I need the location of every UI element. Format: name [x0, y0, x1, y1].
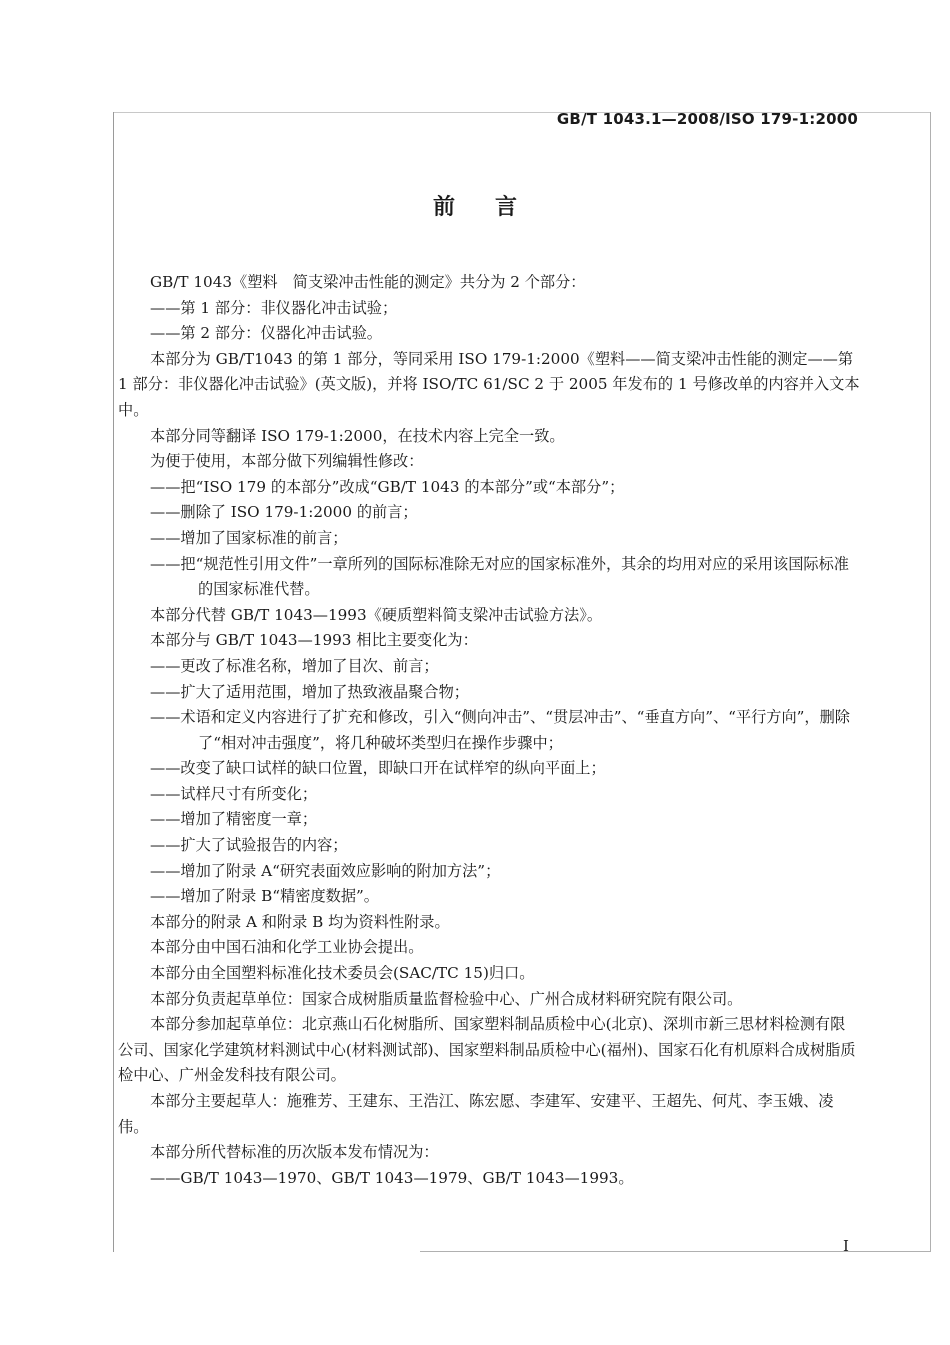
- list-item: ——GB/T 1043—1970、GB/T 1043—1979、GB/T 1043—1993。: [150, 1168, 634, 1187]
- list-item: ——增加了附录 A“研究表面效应影响的附加方法”；: [150, 861, 501, 880]
- paragraph: 本部分的附录 A 和附录 B 均为资料性附录。: [150, 912, 450, 931]
- list-item: ——第 2 部分：仪器化冲击试验。: [150, 324, 382, 343]
- list-item: ——第 1 部分：非仪器化冲击试验；: [150, 298, 398, 317]
- paragraph: 本部分参加起草单位：北京燕山石化树脂所、国家塑料制品质检中心(北京)、深圳市新三思材料检测有限公司、国家化学建筑材料测试中心(材料测试部)、国家塑料制品质检中心(福州)、国家石化有机原料合成树脂质检中心、广州金发科技有限公司。: [118, 1015, 856, 1085]
- list-item: ——删除了 ISO 179-1:2000 的前言；: [150, 503, 418, 522]
- paragraph: 本部分由中国石油和化学工业协会提出。: [150, 938, 424, 957]
- paragraph: 本部分由全国塑料标准化技术委员会(SAC/TC 15)归口。: [150, 964, 535, 983]
- paragraph: 本部分与 GB/T 1043—1993 相比主要变化为：: [150, 631, 478, 650]
- list-item: ——扩大了试验报告的内容；: [150, 836, 348, 855]
- list-item: ——改变了缺口试样的缺口位置，即缺口开在试样窄的纵向平面上；: [150, 759, 606, 778]
- list-item: ——增加了国家标准的前言；: [150, 528, 348, 547]
- list-item: ——把“规范性引用文件”一章所列的国际标准除无对应的国家标准外，其余的均用对应的采用该国际标准的国家标准代替。: [150, 554, 849, 599]
- paragraph: 为便于使用，本部分做下列编辑性修改：: [150, 452, 424, 471]
- page-frame-left: [113, 112, 114, 1252]
- list-item: ——更改了标准名称，增加了目次、前言；: [150, 656, 439, 675]
- paragraph: GB/T 1043《塑料 简支梁冲击性能的测定》共分为 2 个部分：: [150, 273, 586, 291]
- page-frame-right: [930, 112, 931, 1252]
- paragraph: 本部分同等翻译 ISO 179-1:2000，在技术内容上完全一致。: [150, 426, 565, 445]
- page-number: I: [843, 1237, 849, 1255]
- paragraph: 本部分主要起草人：施雅芳、王建东、王浩江、陈宏愿、李建军、安建平、王超先、何芃、李玉娥、凌伟。: [118, 1092, 834, 1136]
- paragraph: 本部分所代替标准的历次版本发布情况为：: [150, 1143, 439, 1162]
- page-frame-bottom: [420, 1251, 930, 1252]
- list-item: ——增加了精密度一章；: [150, 810, 318, 829]
- paragraph: 本部分负责起草单位：国家合成树脂质量监督检验中心、广州合成材料研究院有限公司。: [150, 989, 743, 1008]
- list-item: ——增加了附录 B“精密度数据”。: [150, 887, 379, 906]
- list-item: ——术语和定义内容进行了扩充和修改，引入“侧向冲击”、“贯层冲击”、“垂直方向”、“平行方向”，删除了“相对冲击强度”，将几种破坏类型归在操作步骤中；: [150, 708, 850, 752]
- list-item: ——试样尺寸有所变化；: [150, 784, 318, 803]
- paragraph: 本部分为 GB/T1043 的第 1 部分，等同采用 ISO 179-1:2000《塑料——简支梁冲击性能的测定——第 1 部分：非仪器化冲击试验》(英文版)，并将 ISO/TC 61/SC 2 于 2005 年发布的 1 号修改单的内容并入文本中。: [118, 349, 860, 419]
- list-item: ——把“ISO 179 的本部分”改成“GB/T 1043 的本部分”或“本部分”；: [150, 477, 625, 496]
- page-title: 前言: [432, 195, 557, 220]
- standard-code-header: GB/T 1043.1—2008/ISO 179-1:2000: [556, 110, 858, 128]
- list-item: ——扩大了适用范围，增加了热致液晶聚合物；: [150, 682, 469, 701]
- foreword-body: [118, 270, 860, 1191]
- paragraph: 本部分代替 GB/T 1043—1993《硬质塑料简支梁冲击试验方法》。: [150, 605, 603, 624]
